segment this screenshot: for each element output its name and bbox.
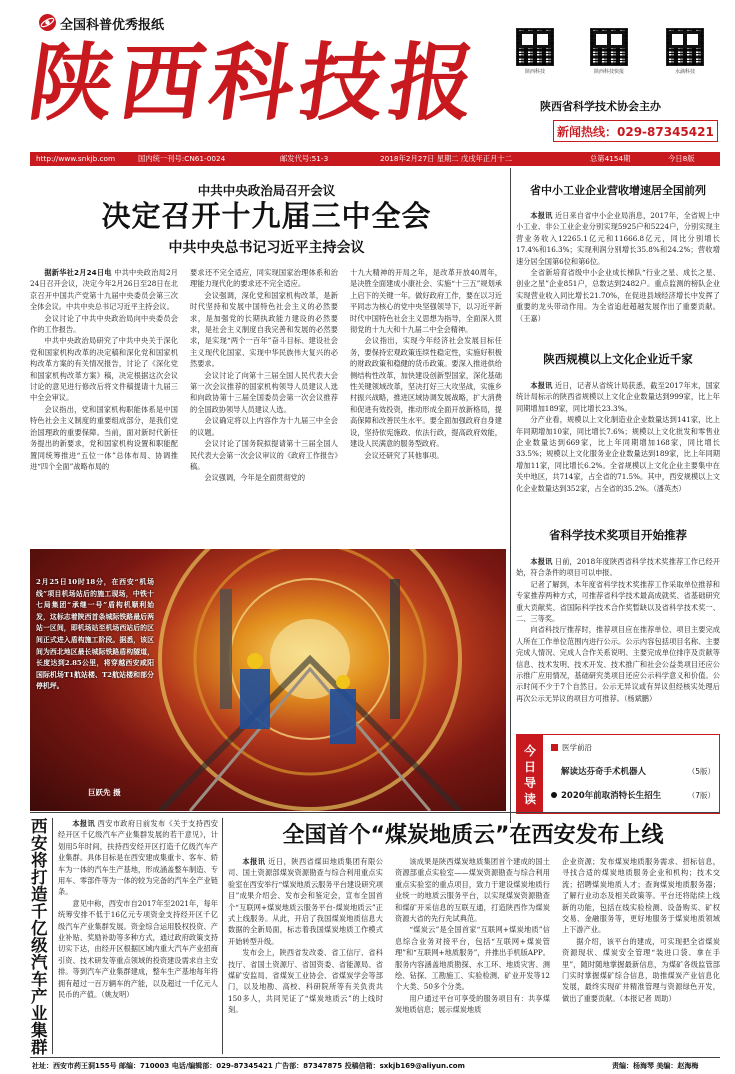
lead-paragraph: 会议强调，深化党和国家机构改革，是新时代坚持和发展中国特色社会主义的必然要求，是加强党的长期执政能力建设的必然要求，是社会主义制度自我完善和发展的必然要求，是实现“两个一百年”奋斗目标、建设社会主义现代化国家、实现中华民族伟大复兴的必然要求。 (190, 290, 338, 369)
masthead-tagline: 全国科普优秀报纸 (60, 18, 165, 33)
footer-address: 社址：西安市药王洞155号 邮编：710003 电话/编辑部：029-87345421 广告部：87347875 投稿信箱：sxkjb169@aliyun.com (32, 1062, 465, 1070)
guide-item[interactable] (551, 789, 715, 803)
info-issue: 总第4154期 (590, 154, 631, 163)
award-body (516, 556, 720, 728)
info-post: 邮发代号:51-3 (280, 154, 329, 163)
lead-paragraph: 十九大精神的开局之年，是改革开放40周年，是决胜全面建成小康社会、实施“十三五”规划承上启下的关键一年。做好政府工作，要在以习近平同志为核心的党中央坚强领导下，以习近平新时代中国特色社会主义思想为指导，全面深入贯彻党的十九大和十九届二中全会精神。 (350, 268, 502, 335)
award-title: 省科学技术奖项目开始推荐 (549, 528, 687, 542)
sme-paragraph: 全省新培育省级中小企业成长梯队“行业之星、成长之星、创业之星”企业851户，总数达到2482户。重点监测的榜队企业实现营业收入同比增长21.70%，在促进县域经济增长中发挥了重要的龙头带动作用。为全省追赶超越发展作出了重要贡献。（王嘉） (516, 268, 720, 323)
award-paragraph: 记者了解到，本年度省科学技术奖推荐工作采取单位推荐和专家推荐两种方式，可推荐省科学技术最高成就奖、省基础研究重大贡献奖、省国际科学技术合作奖暂缺以及省科学技术奖一、二、三等奖。 (516, 579, 720, 624)
guide-item[interactable] (551, 765, 715, 779)
culture-title: 陕西规模以上文化企业近千家 (543, 352, 693, 366)
coal-column-2 (395, 856, 550, 1054)
guide-bullet-icon (551, 744, 558, 751)
lead-headline: 决定召开十九届三中全会 (101, 199, 432, 233)
guide-column-name: 医学前沿 (562, 743, 592, 752)
guide-item-page: （5版） (687, 767, 715, 776)
guide-item-page: （7版） (687, 791, 715, 800)
award-paragraph: 向省科技厅推荐时，推荐项目应在推荐单位、项目主要完成人所在工作单位范围内进行公示。公示内容包括项目名称、主要完成人情况、完成人合作关系说明、主要完成单位排序及贡献等信息、技术发明、技术开发、技术推广和社会公益类项目还应公示推广应用情况，基础研究类项目还应公示科学意义和价值。公示时间不少于7个自然日。公示无异议或有异议但经核实处理后再次公示无异议的项目方可推荐。（杨斌鹏） (516, 625, 720, 703)
right-column-divider (510, 168, 511, 823)
lead-paragraph: 要求还不完全适应，同实现国家治理体系和治理能力现代化的要求还不完全适应。 (190, 268, 338, 289)
culture-body (516, 380, 720, 515)
footer-rule (30, 1057, 720, 1058)
qr-code-icon (590, 28, 628, 66)
info-date: 2018年2月27日 星期二 戊戌年正月十二 (380, 154, 512, 163)
info-bar (30, 152, 720, 166)
guide-label-char: 今 (523, 744, 536, 758)
auto-title: 西安将打造千亿级汽车产业集群 (31, 817, 48, 1057)
sme-paragraph: 本报讯 近日来自省中小企业局消息，2017年，全省规上中小工业、非公工业企业分别实现5925户和5224户，分别实现主营业务收入12265.1亿元和11666.8亿元，同比分别增长17.4%和16.3%；实现利润分别增长35.8%和24.2%；营收增速分居全国第6位和第6位。 (516, 211, 720, 266)
coal-paragraph: 该成果是陕西煤炭地质集团首个建成的国土资源部重点实验室——煤炭资源勘查与综合利用重点实验室的重点项目，致力于建设煤炭地质行业统一的地质云服务平台，以实现煤炭资源勘查和煤矿开采信息的互联互通，打造陕西作为煤炭资源大省的先行先试典范。 (395, 857, 550, 924)
lead-paragraph: 会议确定将以上内容作为十九届三中全会的议题。 (190, 416, 338, 437)
lead-kicker: 中共中央政治局召开会议 (197, 183, 336, 198)
qr-caption: 陕西科技快报 (593, 69, 624, 75)
coal-paragraph: 发布会上，陕西省发改委、省工信厅、省科技厅、省国土资源厅、省国资委、省能源局、省煤矿安监局、省煤炭工业协会、省煤炭学会等部门，以及地勘、高校、科研院所等有关负责共150多人，共同见证了“煤炭地质云”的上线时刻。 (228, 948, 383, 1015)
lead-paragraph: 会议强调，今年是全面贯彻党的 (204, 473, 306, 483)
lead-paragraph: 会议讨论了国务院拟提请第十三届全国人民代表大会第一次会议审议的《政府工作报告》稿。 (190, 439, 338, 471)
qr-caption: 陕西科技 (524, 69, 545, 75)
coal-paragraph: 企业资源；发布煤炭地质服务需求、招标信息，寻找合适的煤炭地质服务企业和机构；技术交流；招聘煤炭地质人才；查询煤炭地质服务器；了解行业动态及相关政策等。平台还将陆续上线新的功能，包括在线实验检测、设备购买、矿权交易、金融服务等，更好地服务于煤炭地质领域上下游产业。 (562, 857, 720, 935)
culture-paragraph: 分产业看，规模以上文化制造业企业数量达到141家，比上年同期增加10家，同比增长7.6%；规模以上文化批发和零售业企业数量达到669家，比上年同期增加168家，同比增长33.5%；规模以上文化服务业企业数量达到189家，比上年同期增加11家，同比增长6.2%。全省规模以上文化企业主要集中在关中地区，共714家，占全省的71.5%。其中，西安规模以上文化企业数量达到352家，占全省的35.2%。（潘英杰） (516, 415, 720, 493)
guide-item-bullet-icon (551, 792, 557, 798)
tunnel-photo (30, 549, 506, 811)
footer-editors: 责编：杨海琴 美编：赵海梅 (612, 1062, 699, 1070)
sme-title: 省中小工业企业营收增速居全国前列 (530, 184, 706, 197)
photo-caption: 2月25日10时18分，在西安“机场线”项目机场站后的施工现场，中铁十七局集团“承继一号”盾构机顺利始发，这标志着陕西首条城际铁路最后两站一区间，即机场站至机场西站后的区间正式进入盾构施工阶段。据悉，该区间为西北地区最长城际铁路盾构隧道，长度达到2.85公里，将穿越西安咸阳国际机场T1航站楼、T2航站楼和部分停机坪。 (36, 578, 154, 691)
hotline-box (553, 120, 718, 142)
lead-subhead: 中共中央总书记习近平主持会议 (168, 240, 365, 256)
culture-paragraph: 本报讯 近日，记者从省统计局获悉，截至2017年末，国家统计局标示的陕西省规模以上文化企业数量达到999家，比上年同期增加189家，同比增长23.3%。 (516, 381, 720, 413)
guide-label-char: 读 (523, 792, 536, 806)
sme-body (516, 210, 720, 340)
award-paragraph: 本报讯 日前，2018年度陕西省科学技术奖推荐工作已经开始，符合条件的项目可以申报。 (516, 557, 720, 578)
coal-paragraph: “煤炭云”是全国首家“互联网+煤炭地质”信息综合业务对接平台，包括“互联网+煤炭管理”和“互联网+地质服务”，并推出手机版APP。服务内容涵盖地质勘探、水工环、地质灾害、测绘、钻探、工勘施工、实验检测、矿业开发等12个大类、50多个分类。 (395, 925, 550, 992)
hotline: 新闻热线：029-87345421 (557, 125, 714, 139)
info-url[interactable]: http://www.snkjb.com (36, 154, 116, 163)
lead-column-3 (350, 267, 502, 547)
section-separator (30, 812, 720, 813)
masthead (0, 0, 735, 150)
qr-caption: 水滴科技 (674, 69, 695, 75)
lead-paragraph: 据新华社2月24日电 中共中央政治局2月24日召开会议，决定今年2月26日至28日在北京召开中国共产党第十九届中央委员会第三次全体会议。中共中央总书记习近平主持会议。 (30, 268, 178, 312)
coal-paragraph: 据介绍，该平台的建成，可实现把全省煤炭资源现状、煤炭安全管理“装进口袋、拿在手里”，随时随地掌握最新信息，为煤矿各级监管部门实时掌握煤矿综合信息，助推煤炭产业信息化发展，最终实现矿井精准管理与资源绿色开发，做出了重要贡献。（本报记者 周助） (562, 936, 720, 1003)
coal-column-1 (228, 856, 383, 1054)
column-divider (222, 818, 223, 1054)
auto-paragraph: 意见中称，西安市自2017年至2021年，每年统筹安排不低于16亿元专项资金支持经开区千亿级汽车产业集群发展。资金综合运用股权投资、产业补贴、奖励补助等多种方式，通过政府政策支持切实下达，由经开区根据区域内重大汽车产业招商引资、技术研发等重点领域的投资建设需求自主安排。等到汽车产业集群建成，整车生产基地每年将拥有超过一百万辆车的产能，以及超过一千亿元人民币的产值。（姚友明） (58, 898, 218, 1000)
lead-paragraph: 会议还研究了其他事项。 (364, 450, 444, 460)
guide-label-char: 日 (523, 760, 536, 774)
lead-paragraph: 会议讨论了中共中央政治局向中央委员会作的工作报告。 (30, 313, 178, 335)
auto-paragraph: 本报讯 西安市政府日前发布《关于支持西安经开区千亿级汽车产业集群发展的若干意见》，计划用5年时间，扶持西安经开区打造千亿级汽车产业集群。具体目标是在西安建成集重卡、客车、轿车为一体的汽车生产基地，形成涵盖整车制造、专用车、零部件等为一体的较为完备的汽车全产业链条。 (58, 819, 218, 897)
lead-paragraph: 会议讨论了向第十三届全国人民代表大会第一次会议推荐的国家机构领导人员建议人选和向政协第十三届全国委员会第一次会议推荐的全国政协领导人员建议人选。 (190, 370, 338, 414)
coal-headline: 全国首个“煤炭地质云”在西安发布上线 (282, 823, 664, 848)
coal-column-3 (562, 856, 720, 1054)
coal-paragraph: 用户通过平台可享受的服务项目有：共享煤炭地质信息；展示煤炭地质 (395, 993, 550, 1015)
today-guide (516, 734, 720, 814)
lead-paragraph: 会议指出，实现今年经济社会发展目标任务，要保持宏观政策连续性稳定性，实施好积极的财政政策和稳健的货币政策。要深入推进供给侧结构性改革，加快建设创新型国家，深化基础性关键领域改革，坚决打好三大攻坚战，实施乡村振兴战略，推进区域协调发展战略，扩大消费和促进有效投资，推动形成全面开放新格局，提高保障和改善民生水平。要全面加强政府自身建设，坚持依宪施政、依法行政，提高政府效能，建设人民满意的服务型政府。 (350, 336, 502, 449)
logo-icon (39, 14, 56, 31)
lead-column-1 (30, 267, 178, 547)
masthead-title: 陕西科技报 (23, 34, 487, 132)
lead-paragraph: 会议指出，党和国家机构职能体系是中国特色社会主义制度的重要组成部分，是我们党治国理政的重要保障。当前，面对新时代新任务提出的新要求，党和国家机构设置和职能配置同统筹推进“五位一体”总体布局、协调推进“四个全面”战略布局的 (30, 404, 178, 471)
guide-item-text: 解读达芬奇手术机器人 (561, 767, 647, 777)
guide-label-char: 导 (523, 776, 536, 790)
lead-column-2 (190, 267, 338, 547)
auto-body (58, 818, 218, 1054)
auto-vertical-title (31, 817, 53, 1057)
lead-paragraph: 中共中央政治局研究了中共中央关于深化党和国家机构改革的决定稿和深化党和国家机构改革方案的有关情况报告，讨论了《深化党和国家机构改革方案》稿，决定根据这次会议讨论的意见进行修改后将文件稿提请十九届三中全会审议。 (30, 336, 178, 403)
qr-code-icon (516, 28, 554, 66)
info-cn: 国内统一刊号:CN61-0024 (138, 154, 226, 163)
coal-paragraph: 本报讯 近日，陕西省煤田地质集团有限公司、国土资源部煤炭资源勘查与综合利用重点实验室在西安举行“煤炭地质云服务平台建设研究项目”成果介绍会、发布会和鉴定会，宣布全国首个“互联网+煤炭地质云服务平台-煤炭地质云”正式上线服务。从此，开启了我国煤炭地质信息大数据的全新局面，标志着我国煤炭地质工作模式开始转型升级。 (228, 857, 383, 946)
photo-credit: 巨跃先 摄 (88, 788, 121, 797)
qr-code-icon (666, 28, 704, 66)
guide-label (517, 735, 543, 813)
guide-item-text: 2020年前取消特长生招生 (561, 791, 662, 801)
info-pages: 今日8版 (668, 154, 695, 163)
masthead-sponsor: 陕西省科学技术协会主办 (540, 100, 661, 113)
